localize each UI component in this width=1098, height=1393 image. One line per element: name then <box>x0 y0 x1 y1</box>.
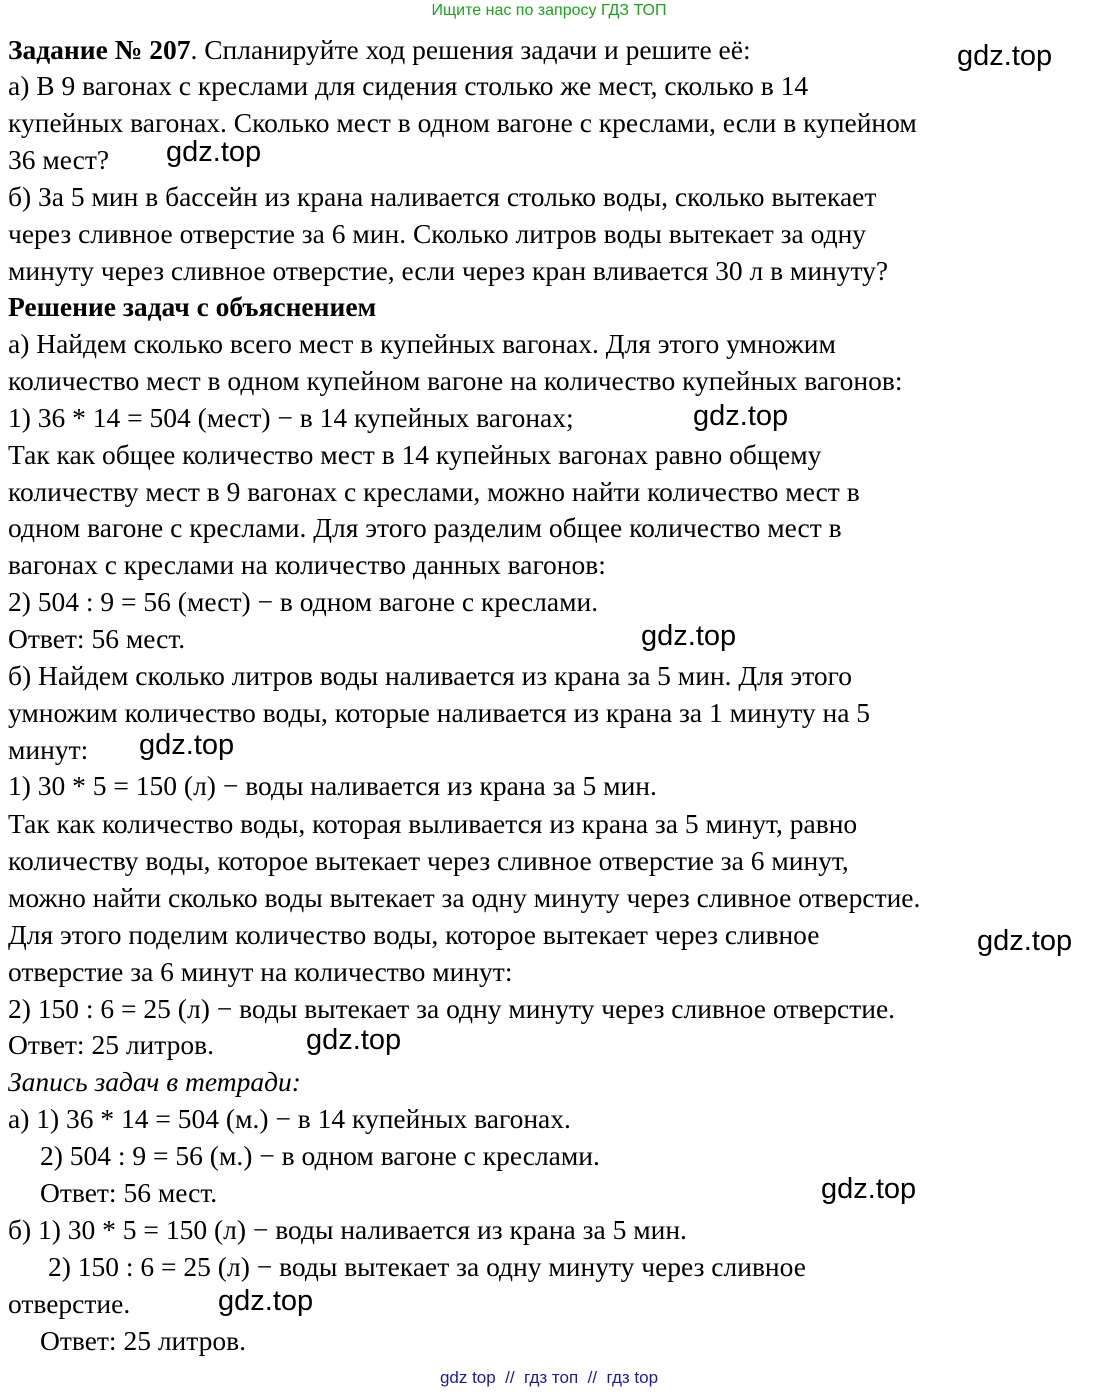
solution-a-line-4: Так как общее количество мест в 14 купейных вагонах равно общему <box>8 439 822 470</box>
solution-a-line-5: количеству мест в 9 вагонах с креслами, можно найти количество мест в <box>8 476 860 507</box>
solution-a-line-1: а) Найдем сколько всего мест в купейных вагонах. Для этого умножим <box>8 328 836 359</box>
solution-b-line-8: Для этого поделим количество воды, которое вытекает через сливное <box>8 919 820 950</box>
solution-b-line-9: отверстие за 6 минут на количество минут: <box>8 956 513 987</box>
watermark: gdz.top <box>977 925 1073 957</box>
notebook-b-line-3: отверстие. <box>8 1288 131 1319</box>
notebook-b-line-2: 2) 150 : 6 = 25 (л) − воды вытекает за одну минуту через сливное <box>48 1251 806 1282</box>
solution-b-line-5: Так как количество воды, которая выливается из крана за 5 минут, равно <box>8 808 858 839</box>
watermark: gdz.top <box>218 1285 314 1317</box>
watermark: gdz.top <box>693 400 789 432</box>
top-banner: Ищите нас по запросу ГДЗ ТОП <box>431 2 667 19</box>
solution-b-answer: Ответ: 25 литров. <box>8 1029 214 1060</box>
solution-b-line-10: 2) 150 : 6 = 25 (л) − воды вытекает за одну минуту через сливное отверстие. <box>8 993 896 1024</box>
notebook-b-answer: Ответ: 25 литров. <box>40 1325 246 1356</box>
solution-b-line-4: 1) 30 * 5 = 150 (л) − воды наливается из крана за 5 мин. <box>8 770 657 801</box>
task-a-line-2: купейных вагонах. Сколько мест в одном вагоне с креслами, если в купейном <box>8 107 917 138</box>
watermark: gdz.top <box>957 40 1053 72</box>
solution-b-line-7: можно найти сколько воды вытекает за одну минуту через сливное отверстие. <box>8 882 921 913</box>
task-title: Задание № 207 <box>8 34 191 65</box>
task-title-line <box>8 34 751 66</box>
solution-b-line-3: минут: <box>8 734 89 765</box>
watermark: gdz.top <box>641 620 737 652</box>
solution-a-line-2: количество мест в одном купейном вагоне на количество купейных вагонов: <box>8 365 903 396</box>
solution-b-line-6: количеству воды, которое вытекает через сливное отверстие за 6 минут, <box>8 845 849 876</box>
task-b-line-2: через сливное отверстие за 6 мин. Сколько литров воды вытекает за одну <box>8 218 867 249</box>
notebook-a-line-2: 2) 504 : 9 = 56 (м.) − в одном вагоне с креслами. <box>40 1140 600 1171</box>
solution-b-line-2: умножим количество воды, которые наливается из крана за 1 минуту на 5 <box>8 697 871 728</box>
footer-links: gdz top // гдз топ // гдз top <box>439 1368 659 1387</box>
solution-a-line-3: 1) 36 * 14 = 504 (мест) − в 14 купейных вагонах; <box>8 402 574 433</box>
solution-heading: Решение задач с объяснением <box>8 291 377 322</box>
watermark: gdz.top <box>821 1173 917 1205</box>
task-b-line-1: б) За 5 мин в бассейн из крана наливается столько воды, сколько вытекает <box>8 181 877 212</box>
task-a-line-1: а) В 9 вагонах с креслами для сидения столько же мест, сколько в 14 <box>8 70 809 101</box>
solution-a-line-8: 2) 504 : 9 = 56 (мест) − в одном вагоне с креслами. <box>8 586 599 617</box>
watermark: gdz.top <box>139 729 235 761</box>
notebook-heading: Запись задач в тетради: <box>8 1066 301 1097</box>
task-b-line-3: минуту через сливное отверстие, если через кран вливается 30 л в минуту? <box>8 255 889 286</box>
watermark: gdz.top <box>166 136 262 168</box>
watermark: gdz.top <box>306 1024 402 1056</box>
solution-a-answer: Ответ: 56 мест. <box>8 623 186 654</box>
notebook-b-line-1: б) 1) 30 * 5 = 150 (л) − воды наливается из крана за 5 мин. <box>8 1214 687 1245</box>
solution-a-line-7: вагонах с креслами на количество данных вагонов: <box>8 549 606 580</box>
solution-b-line-1: б) Найдем сколько литров воды наливается из крана за 5 мин. Для этого <box>8 660 852 691</box>
notebook-a-line-1: а) 1) 36 * 14 = 504 (м.) − в 14 купейных вагонах. <box>8 1103 571 1134</box>
notebook-a-answer: Ответ: 56 мест. <box>40 1177 218 1208</box>
solution-a-line-6: одном вагоне с креслами. Для этого разделим общее количество мест в <box>8 512 842 543</box>
task-intro: . Спланируйте ход решения задачи и решите её: <box>190 34 751 65</box>
task-a-line-3: 36 мест? <box>8 144 110 175</box>
